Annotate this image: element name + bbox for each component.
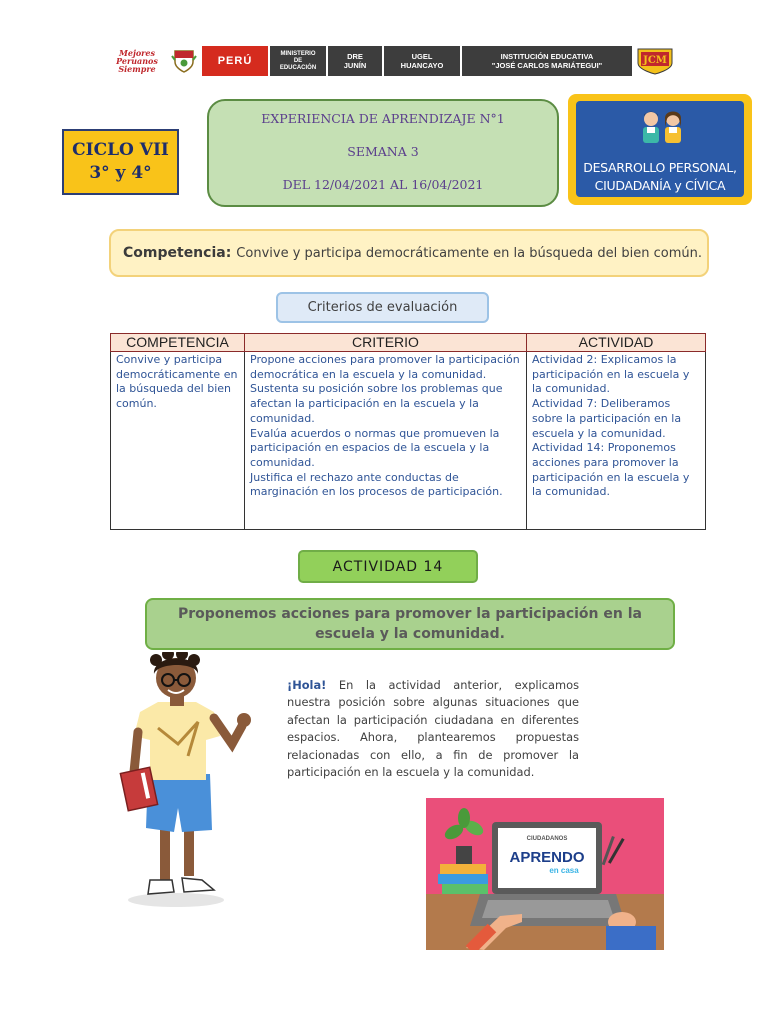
fechas-label: DEL 12/04/2021 AL 16/04/2021 xyxy=(282,177,484,192)
ciclo-label: CICLO VII xyxy=(72,140,169,160)
area-card-inner xyxy=(576,101,744,197)
actividad-badge: ACTIVIDAD 14 xyxy=(298,550,478,583)
institucion-label xyxy=(462,46,632,76)
mejores-peruanos-logo xyxy=(108,46,166,76)
header-actividad: ACTIVIDAD xyxy=(527,334,706,352)
dre-line-2: JUNÍN xyxy=(343,61,367,70)
activity-title xyxy=(145,598,675,650)
students-icon xyxy=(636,107,688,151)
cell-competencia xyxy=(111,352,245,530)
institucion-line-1: INSTITUCIÓN EDUCATIVA xyxy=(500,52,594,61)
school-crest-icon xyxy=(634,46,676,76)
ugel-label xyxy=(384,46,460,76)
intro-paragraph xyxy=(287,677,579,781)
ministerio-line-2: DE xyxy=(293,57,303,64)
aprendo-text: APRENDO xyxy=(509,849,585,866)
peru-label: PERÚ xyxy=(202,46,268,76)
competencia-text: Convive y participa democráticamente en la búsqueda del bien común. xyxy=(236,245,702,261)
logo-line-2: Peruanos xyxy=(116,56,158,66)
activity-title-line-1: Proponemos acciones para promover la participación en la xyxy=(178,606,642,622)
actividad-item: Actividad 7: Deliberamos sobre la participación en la escuela y la comunidad. xyxy=(532,397,682,440)
actividad-item: Actividad 2: Explicamos la participación en la escuela y la comunidad. xyxy=(532,353,690,396)
criterios-label: Criterios de evaluación xyxy=(276,292,489,323)
competencia-label: Competencia: xyxy=(123,245,232,261)
criterio-item: Sustenta su posición sobre los problemas que afectan la participación en la escuela y la comunidad. xyxy=(250,382,503,425)
semana-label: SEMANA 3 xyxy=(347,144,419,159)
ugel-line-1: UGEL xyxy=(411,52,433,61)
area-line-1: DESARROLLO PERSONAL, xyxy=(583,160,737,175)
header-criterio: CRITERIO xyxy=(245,334,527,352)
ciclo-box xyxy=(62,129,179,195)
actividad-item: Actividad 14: Proponemos acciones para promover la participación en la escuela y la comunidad. xyxy=(532,441,690,499)
criterio-item: Justifica el rechazo ante conductas de marginación en los procesos de participación. xyxy=(250,470,503,499)
criterio-item: Propone acciones para promover la participación democrática en la escuela y la comunidad. xyxy=(250,353,520,381)
cell-actividad xyxy=(527,352,706,530)
criterio-item: Evalúa acuerdos o normas que promueven la participación en espacios de la escuela y la comunidad. xyxy=(250,426,500,469)
logo-line-1: Mejores xyxy=(119,48,155,58)
area-name xyxy=(576,159,744,195)
student-illustration xyxy=(118,652,258,912)
grados-label: 3° y 4° xyxy=(89,163,152,183)
criterios-table xyxy=(110,333,706,530)
ministerio-label xyxy=(270,46,326,76)
ugel-line-2: HUANCAYO xyxy=(400,61,444,70)
experiencia-title: EXPERIENCIA DE APRENDIZAJE N°1 xyxy=(261,111,505,126)
dre-label xyxy=(328,46,382,76)
en-casa-text: en casa xyxy=(549,866,579,875)
intro-greeting: ¡Hola! xyxy=(287,678,327,692)
activity-title-line-2: escuela y la comunidad. xyxy=(315,626,505,642)
ciudadanos-text: CIUDADANOS xyxy=(526,836,568,842)
aprendo-en-casa-image xyxy=(426,798,664,950)
school-crest-text: JCM xyxy=(643,55,667,66)
intro-text: En la actividad anterior, explicamos nuestra posición sobre algunas situaciones que afectan la participación ciudadana en diferentes espacios. Ahora, plantearemos propuestas relacionadas con ello, a fin de promover la participación en la escuela y la comunidad. xyxy=(287,678,579,780)
ministerio-line-1: MINISTERIO xyxy=(280,50,316,57)
peru-shield-icon xyxy=(166,46,202,76)
header-banner xyxy=(108,46,692,76)
institucion-line-2: "JOSÉ CARLOS MARIÁTEGUI" xyxy=(491,61,603,70)
logo-line-3: Siempre xyxy=(118,64,156,74)
area-line-2: CIUDADANÍA y CÍVICA xyxy=(594,178,726,193)
header-competencia: COMPETENCIA xyxy=(111,334,245,352)
cell-criterio xyxy=(245,352,527,530)
competencia-cell-text: Convive y participa democráticamente en la búsqueda del bien común. xyxy=(116,353,238,411)
area-card xyxy=(568,94,752,205)
table-header-row xyxy=(111,334,706,352)
ministerio-line-3: EDUCACIÓN xyxy=(279,64,317,71)
experiencia-box xyxy=(207,99,559,207)
competencia-box xyxy=(109,229,709,277)
dre-line-1: DRE xyxy=(347,52,363,61)
table-row xyxy=(111,352,706,530)
